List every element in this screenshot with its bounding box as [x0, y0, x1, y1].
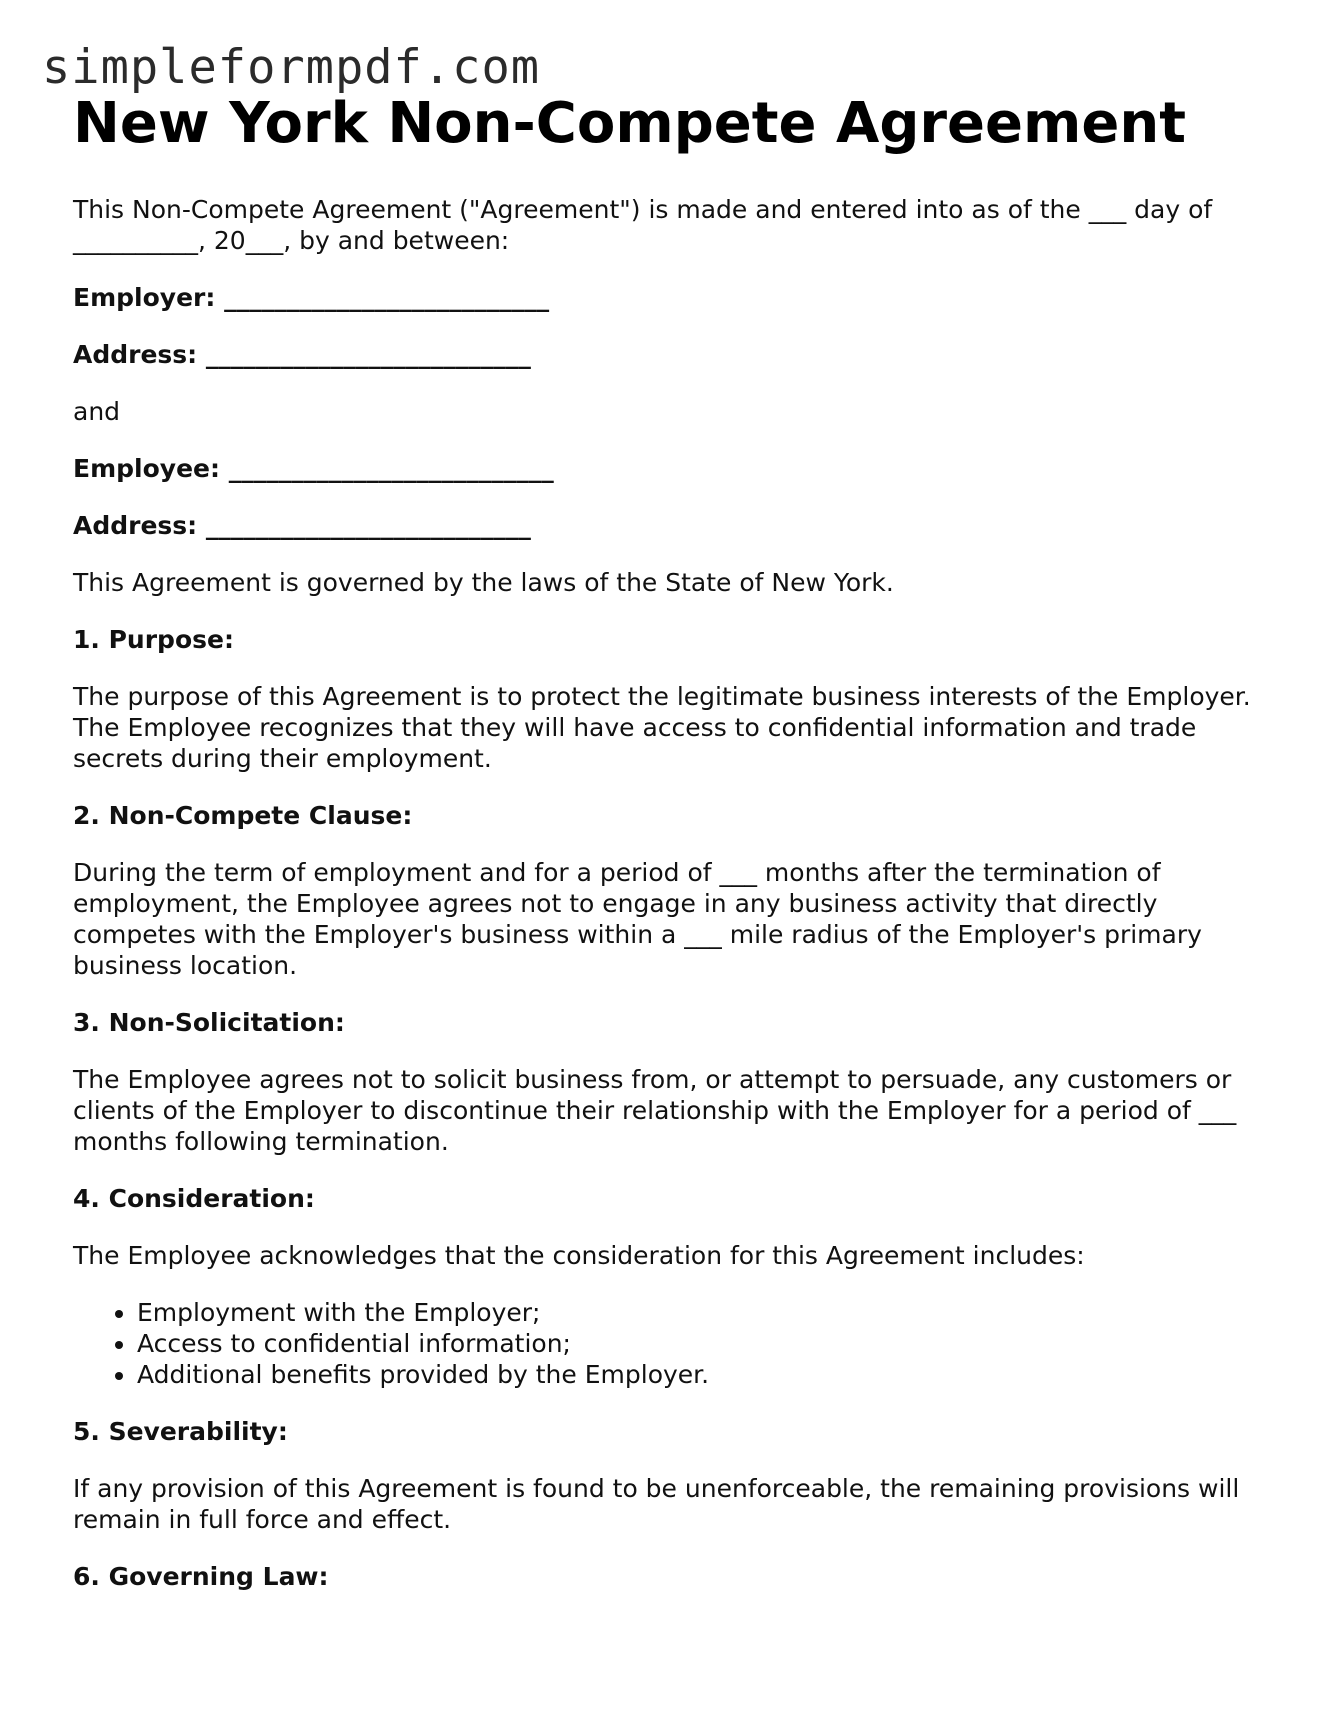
employer-address-line	[73, 339, 1253, 370]
employer-address-blank[interactable]: __________________________	[205, 340, 531, 369]
governed-by-statement: This Agreement is governed by the laws of the State of New York.	[73, 568, 894, 597]
employee-address-line	[73, 510, 1253, 541]
consideration-list	[73, 1297, 1253, 1390]
employer-blank[interactable]: __________________________	[224, 283, 550, 312]
employer-address-label: Address:	[73, 340, 198, 369]
employee-line	[73, 453, 1253, 484]
section-body-purpose: The purpose of this Agreement is to protect the legitimate business interests of the Employer. The Employee recognizes that they will have access to confidential information and trade secrets during their employment.	[73, 682, 1251, 773]
section-heading-governing-law: 6. Governing Law:	[73, 1562, 329, 1591]
section-body-non-compete: During the term of employment and for a period of ___ months after the termination of employment, the Employee agrees not to engage in any business activity that directly competes with the Employer's business within a ___ mile radius of the Employer's primary business location.	[73, 858, 1202, 980]
section-body-severability: If any provision of this Agreement is found to be unenforceable, the remaining provisions will remain in full force and effect.	[73, 1474, 1240, 1534]
intro-paragraph: This Non-Compete Agreement ("Agreement") is made and entered into as of the ___ day of __________, 20___, by and between:	[73, 195, 1213, 255]
employee-blank[interactable]: __________________________	[228, 454, 554, 483]
section-heading-non-solicitation: 3. Non-Solicitation:	[73, 1008, 345, 1037]
employee-address-label: Address:	[73, 511, 198, 540]
section-heading-severability: 5. Severability:	[73, 1417, 288, 1446]
watermark-text: simpleformpdf.com	[42, 40, 541, 95]
section-body-consideration: The Employee acknowledges that the consideration for this Agreement includes:	[73, 1241, 1085, 1270]
employer-label: Employer:	[73, 283, 216, 312]
document-title: New York Non-Compete Agreement	[73, 91, 1186, 156]
employee-address-blank[interactable]: __________________________	[205, 511, 531, 540]
list-item: • Additional benefits provided by the Employer.	[137, 1359, 1253, 1390]
and-text: and	[73, 397, 121, 426]
employer-line	[73, 282, 1253, 313]
document-body	[73, 88, 1253, 1618]
section-body-non-solicitation: The Employee agrees not to solicit business from, or attempt to persuade, any customers or clients of the Employer to discontinue their relationship with the Employer for a period of ___ months following termination.	[73, 1065, 1237, 1156]
section-heading-non-compete: 2. Non-Compete Clause:	[73, 801, 413, 830]
employee-label: Employee:	[73, 454, 220, 483]
section-heading-purpose: 1. Purpose:	[73, 625, 234, 654]
list-item: • Access to confidential information;	[137, 1328, 1253, 1359]
section-heading-consideration: 4. Consideration:	[73, 1184, 315, 1213]
list-item: • Employment with the Employer;	[137, 1297, 1253, 1328]
